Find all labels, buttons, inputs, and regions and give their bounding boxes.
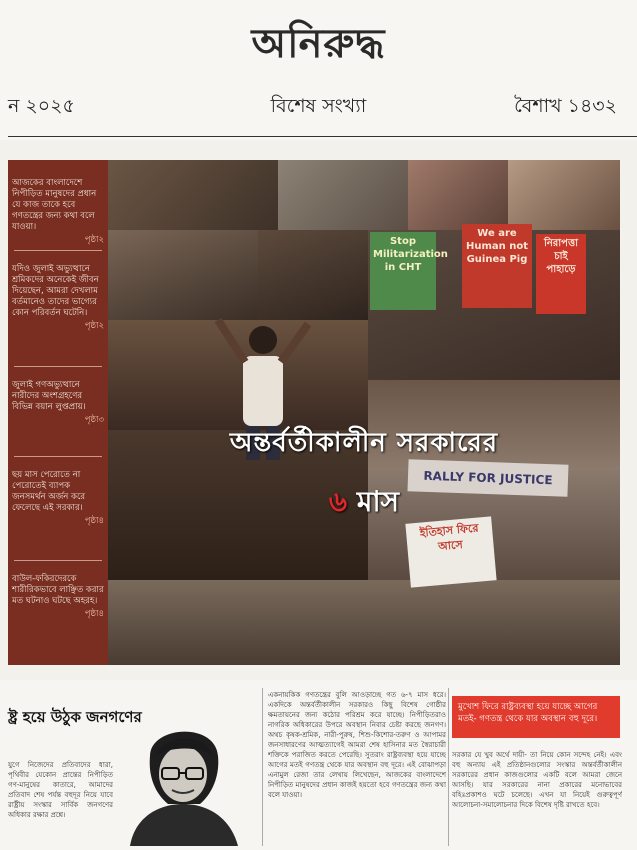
- masthead-divider: [8, 136, 637, 137]
- protest-sign-bottom: ইতিহাস ফিরে আসে: [405, 516, 496, 587]
- teaser-divider: [14, 366, 102, 367]
- photo-collage: [108, 160, 620, 665]
- main-headline: অন্তর্বর্তীকালীন সরকারের: [229, 428, 499, 458]
- photo-tile: [258, 230, 368, 320]
- photo-tile: [108, 160, 278, 230]
- teaser-page: পৃষ্ঠা৩: [84, 415, 104, 425]
- photo-tile: [108, 580, 620, 665]
- teaser-4[interactable]: ছয় মাস পেরোতে না পেরোতেই ব্যাপক জনসমর্থন অর্জন করে ফেলেছে এই সরকার। পৃষ্ঠা৪: [12, 470, 104, 526]
- photo-tile: [108, 230, 258, 320]
- teaser-3[interactable]: জুলাই গণঅভ্যুত্থানে নারীদের অংশগ্রহণের বিভিন্ন বয়ান লুপ্তপ্রায়। পৃষ্ঠা৩: [12, 380, 104, 425]
- teaser-1[interactable]: আজকের বাংলাদেশে নিপীড়িত মানুষদের প্রধান যে কাজ তাকে হবে গণতন্ত্রের জন্য কথা বলে যাওয়া। পৃষ্ঠা২: [12, 178, 104, 245]
- teaser-page: পৃষ্ঠা৪: [84, 609, 104, 619]
- photo-tile: [508, 160, 620, 230]
- headline-block: [108, 422, 620, 527]
- author-portrait: [120, 716, 245, 846]
- protest-sign-stop: Stop Militarization in CHT: [370, 232, 436, 310]
- teaser-divider: [14, 560, 102, 561]
- protest-sign-bangla: নিরাপত্তা চাই পাহাড়ে: [536, 234, 586, 314]
- teaser-2[interactable]: যদিও জুলাই অভ্যুত্থানে শ্রমিকদের অনেকেই জীবন দিয়েছেন, আমরা দেখলাম বর্তমানেও তাদের ভাগ্যের কোন পরিবর্তন ঘটেনি। পৃষ্ঠা২: [12, 264, 104, 331]
- sub-headline-text: মাস: [356, 485, 400, 518]
- teaser-divider: [14, 250, 102, 251]
- sub-headline: [108, 480, 620, 527]
- protest-sign-human: We are Human not Guinea Pig: [462, 224, 532, 308]
- teaser-page: পৃষ্ঠা২: [84, 321, 104, 331]
- article-column-left: যুগে নিজেদের প্রতিবাদের ধারা, পৃথিবীর যেকোন প্রান্তের নিপীড়িত গণ-মানুষের কাতারে, আমাদের প্রতিবাদ শেষ পর্যন্ত বহুদূর নিয়ে যাবে রাষ্ট্রীয় সংস্কার সার্বিক জনগণের অধিকার রক্ষার প্রশ্নে।: [8, 761, 113, 819]
- special-issue-label: বিশেষ সংখ্যা: [270, 95, 367, 117]
- photo-tile: [408, 160, 508, 230]
- column-divider: [448, 688, 449, 846]
- article-column-right: সরকার যে খুব অর্থে দায়ী- তা নিয়ে কোন সন্দেহ নেই। এবং বহু অন্যায় এই প্রতিষ্ঠানগুলোর সংস্কার অন্তর্বর্তীকালীন সরকারের প্রধান কাজগুলোর একটি বলে আমরা জেনে আসছি। যার সরকারের নানা প্রকারের মনোভাবের বহিঃপ্রকাশও ঘটে চলেছে। এখন যা নিয়েই গুরুত্বপূর্ণ আলোচনা-সমালোচনার দিকে বিশেষ দৃষ্টি রাখতে হবে।: [452, 751, 622, 809]
- teaser-sidebar: [8, 160, 108, 665]
- article-section: [0, 680, 637, 850]
- bengali-date: বৈশাখ ১৪৩২: [514, 95, 617, 117]
- teaser-divider: [14, 456, 102, 457]
- teaser-5[interactable]: বাউল-ফকিরদেরকে শারীরিকভাবে লাঞ্ছিত করার মত ঘটনাও ঘটছে অহরহ। পৃষ্ঠা৪: [12, 574, 104, 619]
- newspaper-logo: অনিরুদ্ধ: [251, 20, 386, 67]
- photo-tile: [278, 160, 408, 230]
- issue-date: ন ২০২৫: [8, 95, 75, 117]
- sub-headline-number: ৬: [328, 485, 348, 518]
- masthead: [0, 0, 637, 140]
- column-divider: [262, 688, 263, 846]
- pull-quote: মুখোশ ফিরে রাষ্ট্রব্যবস্থা হয়ে যাচ্ছে আগের মতই- গণতন্ত্র থেকে যার অবস্থান বহু দূরে।: [452, 696, 620, 738]
- teaser-page: পৃষ্ঠা৪: [84, 516, 104, 526]
- feature-collage: [8, 160, 620, 665]
- article-column-middle: একনায়কিক গণতন্ত্রের বুলি আওড়াচ্ছে গত ৬-৭ মাস ধরে। একদিকে অন্তর্বর্তীকালীন সরকারও কিছু বিশেষ গোষ্ঠীর ক্ষমতায়নের জন্য কঠোর পরিশ্রম করে যাচ্ছে। নিপীড়িতরাও নাগরিক অধিকারের উপরে অবস্থান নিবার চেষ্টা করছে জনগণ। অথচ কৃষক-শ্রমিক, নারী-পুরুষ, শিশু-কিশোর-তরুণ ও আপামর জনসাধারণের আত্মত্যাগেই আমরা শেষ হাসিনার মত স্বৈরাচারী শক্তিকে পরাজিত করতে পেরেছি। সুতরাং রাষ্ট্রব্যবস্থা হয়ে যাচ্ছে আগের মতই গণতন্ত্র থেকে যার অবস্থান বহু দূরে। এই বোঝাপড়া এনামুল রেজা তার লেখায় লিখেছেন, আজকের বাংলাদেশে নিপীড়িত মানুষদের প্রধান কাজই হয়তো হবে গণতন্ত্রের জন্য কথা বলে যাওয়া।: [268, 691, 446, 799]
- article-title: ষ্ট্র হয়ে উঠুক জনগণের: [8, 708, 142, 726]
- teaser-page: পৃষ্ঠা২: [84, 235, 104, 245]
- justice-banner: RALLY FOR JUSTICE: [407, 459, 568, 497]
